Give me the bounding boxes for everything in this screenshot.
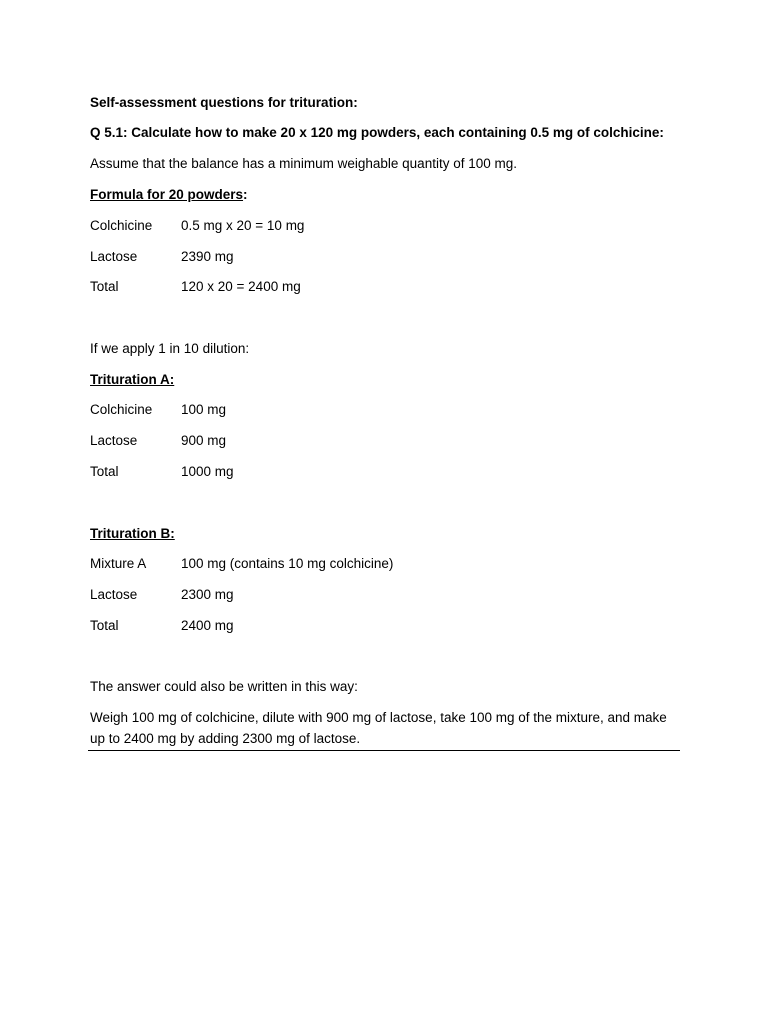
alternative-answer: Weigh 100 mg of colchicine, dilute with 900 mg of lactose, take 100 mg of the mixture, and make up to 2400 mg by adding 2300 mg of lactose. — [90, 710, 667, 746]
trituration-a-row-value: 100 mg — [181, 402, 227, 417]
trituration-a-row-label: Colchicine — [90, 402, 153, 417]
formula-row-label: Total — [90, 279, 119, 294]
dilution-intro: If we apply 1 in 10 dilution: — [90, 341, 250, 356]
trituration-a-row-value: 1000 mg — [181, 464, 234, 479]
formula-heading-colon: : — [243, 187, 248, 202]
trituration-a-row-label: Total — [90, 464, 119, 479]
trituration-a-row-value: 900 mg — [181, 433, 227, 448]
formula-row-value: 2390 mg — [181, 249, 234, 264]
section-heading: Self-assessment questions for trituration: — [90, 95, 358, 110]
trituration-b-row-value: 100 mg (contains 10 mg colchicine) — [181, 556, 394, 571]
assumption-text: Assume that the balance has a minimum weighable quantity of 100 mg. — [90, 156, 517, 171]
formula-row-label: Colchicine — [90, 218, 153, 233]
question-text: Q 5.1: Calculate how to make 20 x 120 mg powders, each containing 0.5 mg of colchicine: — [90, 125, 664, 140]
trituration-b-row-label: Mixture A — [90, 556, 147, 571]
trituration-b-row-value: 2400 mg — [181, 618, 234, 633]
trituration-a-row-label: Lactose — [90, 433, 138, 448]
alternative-intro: The answer could also be written in this way: — [90, 679, 358, 694]
trituration-a-heading: Trituration A: — [90, 372, 175, 387]
formula-row-value: 120 x 20 = 2400 mg — [181, 279, 301, 294]
trituration-b-row-label: Total — [90, 618, 119, 633]
formula-heading-label: Formula for 20 powders — [90, 187, 244, 202]
trituration-b-row-value: 2300 mg — [181, 587, 234, 602]
formula-row-value: 0.5 mg x 20 = 10 mg — [181, 218, 305, 233]
horizontal-rule — [88, 750, 680, 751]
trituration-b-row-label: Lactose — [90, 587, 138, 602]
formula-row-label: Lactose — [90, 249, 138, 264]
formula-heading — [90, 186, 248, 204]
trituration-b-heading: Trituration B: — [90, 526, 175, 541]
